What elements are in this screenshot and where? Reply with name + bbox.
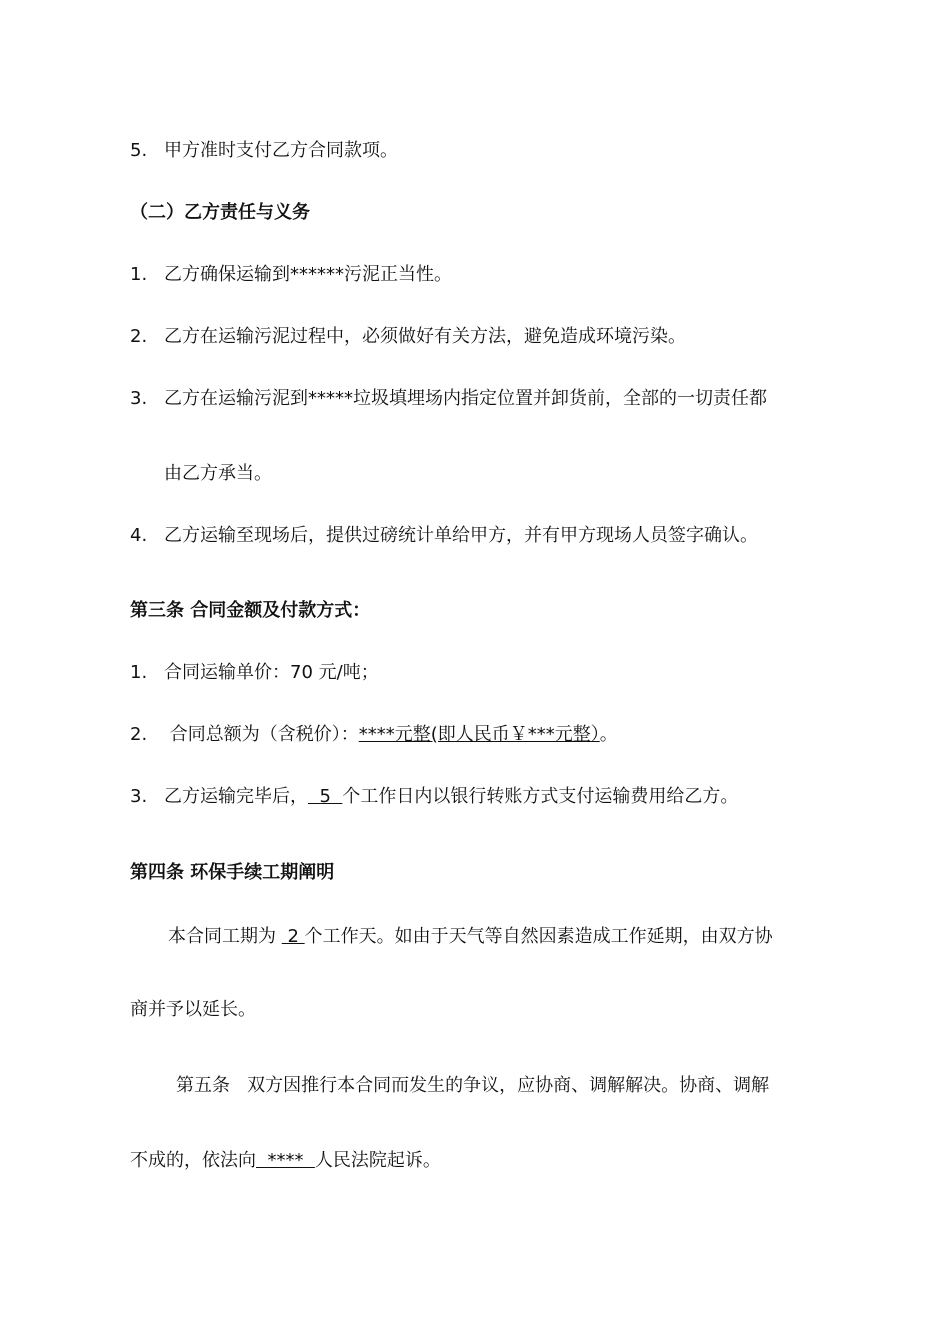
list-number: 4. (130, 525, 148, 546)
list-number: 2. (130, 326, 148, 347)
paragraph-text: 本合同工期为 (168, 926, 282, 947)
list-number: 3. (130, 786, 148, 807)
paragraph-line: 商并予以延长。 (130, 999, 256, 1020)
list-text-suffix: 。 (599, 724, 618, 745)
list-number: 3. (130, 388, 148, 409)
list-text-suffix: 个工作日内以银行转账方式支付运输费用给乙方。 (342, 786, 739, 807)
list-item (130, 325, 686, 349)
court-blank-underlined: **** (256, 1150, 315, 1171)
list-number: 1. (130, 264, 148, 285)
list-text: 乙方在运输污泥到*****垃圾填埋场内指定位置并卸货前，全部的一切责任都 (164, 388, 767, 409)
list-text: 甲方准时支付乙方合同款项。 (164, 140, 398, 161)
list-number: 5. (130, 140, 148, 161)
list-text: 乙方运输至现场后，提供过磅统计单给甲方，并有甲方现场人员签字确认。 (164, 525, 758, 546)
section-heading: （二）乙方责任与义务 (130, 202, 310, 223)
list-item (130, 661, 379, 685)
list-text: 合同总额为（含税价）： (164, 724, 359, 745)
article-heading: 第三条 合同金额及付款方式： (130, 600, 371, 621)
list-number: 1. (130, 662, 148, 683)
list-item (130, 139, 398, 163)
payment-days-underlined: 5 (308, 786, 343, 807)
list-item (130, 524, 758, 548)
list-text: 乙方确保运输到******污泥正当性。 (164, 264, 452, 285)
work-days-underlined: 2 (281, 926, 305, 947)
list-item (130, 263, 452, 287)
paragraph-text: 不成的，依法向 (130, 1150, 256, 1171)
paragraph-line (168, 925, 773, 949)
paragraph-text: 个工作天。如由于天气等自然因素造成工作延期，由双方协 (304, 926, 773, 947)
list-item (130, 387, 767, 411)
paragraph-line (130, 1149, 441, 1173)
total-amount-underlined: ****元整(即人民币￥***元整） (358, 724, 600, 745)
list-item (130, 723, 618, 747)
list-text: 合同运输单价：70 元/吨； (164, 662, 379, 683)
list-item (130, 785, 738, 809)
list-text: 乙方运输完毕后， (164, 786, 308, 807)
paragraph-text: 人民法院起诉。 (314, 1150, 441, 1171)
article-heading: 第四条 环保手续工期阐明 (130, 862, 335, 883)
paragraph-line: 第五条 双方因推行本合同而发生的争议，应协商、调解解决。协商、调解 (176, 1075, 770, 1096)
list-number: 2. (130, 724, 148, 745)
list-text: 乙方在运输污泥过程中，必须做好有关方法，避免造成环境污染。 (164, 326, 686, 347)
list-text-continuation: 由乙方承当。 (164, 463, 272, 484)
